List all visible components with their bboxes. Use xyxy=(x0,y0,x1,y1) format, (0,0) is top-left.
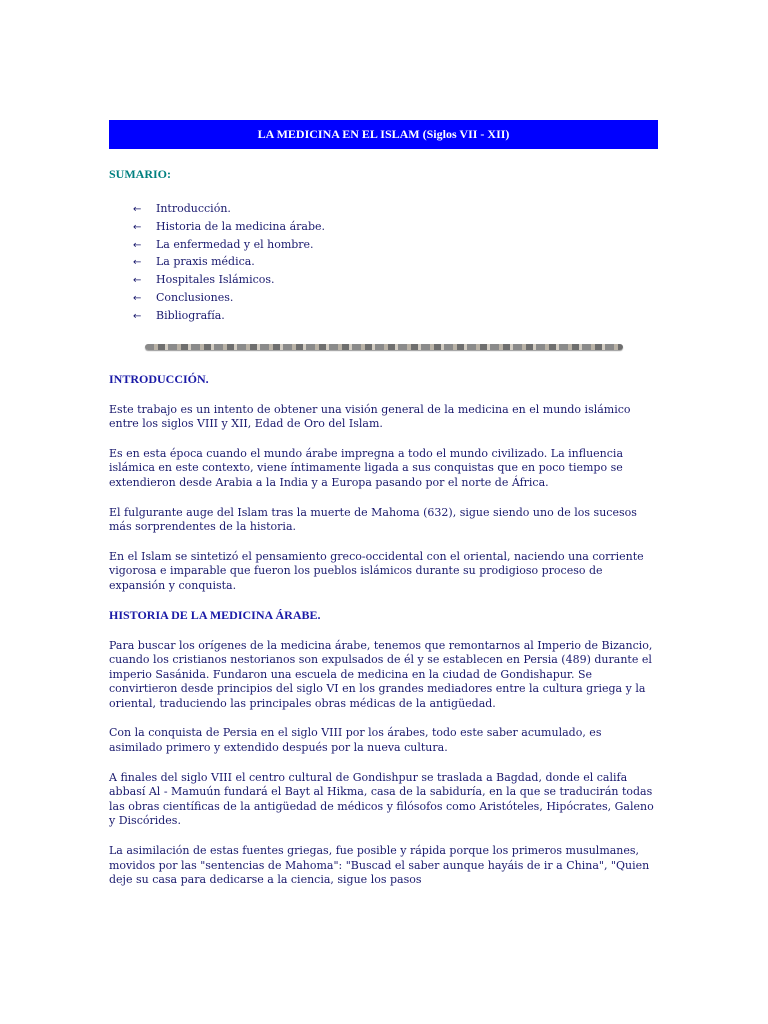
intro-paragraph: Este trabajo es un intento de obtener una visión general de la medicina en el mundo islámico entre los siglos VIII y XII, Edad de Oro del Islam. xyxy=(109,402,631,431)
toc-item-historia[interactable] xyxy=(133,218,658,236)
left-arrow-icon: ← xyxy=(133,257,142,269)
left-arrow-icon: ← xyxy=(133,310,142,322)
toc-item-praxis[interactable] xyxy=(133,253,658,271)
left-arrow-icon: ← xyxy=(133,292,142,304)
stone-divider xyxy=(145,341,623,353)
intro-paragraph: El fulgurante auge del Islam tras la muerte de Mahoma (632), sigue siendo uno de los sucesos más sorprendentes de la historia. xyxy=(109,505,637,534)
history-paragraph: Con la conquista de Persia en el siglo VIII por los árabes, todo este saber acumulado, es asimilado primero y extendido después por la nueva cultura. xyxy=(109,726,602,755)
left-arrow-icon: ← xyxy=(133,221,142,233)
history-paragraph: Para buscar los orígenes de la medicina árabe, tenemos que remontarnos al Imperio de Bizancio, cuando los cristianos nestorianos son expulsados de él y se establecen en Persia (489) durante el imperio Sasánida. Fundaron una escuela de medicina en la ciudad de Gondishapur. Se convirtieron desde principios del siglo VI en los grandes mediadores entre la cultura griega y la oriental, traduciendo las principales obras médicas de la antigüedad. xyxy=(109,638,653,710)
history-heading: HISTORIA DE LA MEDICINA ÁRABE. xyxy=(109,607,321,622)
toc-item-label[interactable]: La praxis médica. xyxy=(156,255,255,269)
toc-item-label[interactable]: Bibliografía. xyxy=(156,308,225,322)
intro-paragraph: Es en esta época cuando el mundo árabe impregna a todo el mundo civilizado. La influencia islámica en este contexto, viene íntimamente ligada a sus conquistas que en poco tiempo se extendieron desde Arabia a la India y a Europa pasando por el norte de África. xyxy=(109,446,623,489)
toc-item-label[interactable]: Introducción. xyxy=(156,202,231,215)
left-arrow-icon: ← xyxy=(133,239,142,251)
history-paragraph: A finales del siglo VIII el centro cultural de Gondishpur se traslada a Bagdad, donde el califa abbasí Al - Mamuún fundará el Bayt al Hikma, casa de la sabiduría, en la que se traducirán todas las obras científicas de la antigüedad de médicos y filósofos como Aristóteles, Hipócrates, Galeno y Discórides. xyxy=(109,770,654,828)
toc-item-label[interactable]: Conclusiones. xyxy=(156,290,234,304)
toc-item-hospitales[interactable] xyxy=(133,271,658,289)
intro-paragraph: En el Islam se sintetizó el pensamiento greco-occidental con el oriental, naciendo una corriente vigorosa e imparable que fueron los pueblos islámicos durante su prodigioso proceso de expansión y conquista. xyxy=(109,549,644,592)
left-arrow-icon: ← xyxy=(133,275,142,287)
document-title: LA MEDICINA EN EL ISLAM (Siglos VII - XII) xyxy=(109,120,658,149)
sumario-label: SUMARIO: xyxy=(109,167,171,181)
toc-item-introduccion[interactable] xyxy=(133,200,658,218)
intro-heading: INTRODUCCIÓN. xyxy=(109,371,209,386)
history-paragraph: La asimilación de estas fuentes griegas, fue posible y rápida porque los primeros musulmanes, movidos por las "sentencias de Mahoma": "Buscad el saber aunque hayáis de ir a China", "Quien deje su casa para dedicarse a la ciencia, sigue los pasos xyxy=(109,844,650,887)
toc-item-bibliografia[interactable] xyxy=(133,307,658,325)
stone-divider-image xyxy=(145,344,623,350)
toc-item-enfermedad[interactable] xyxy=(133,236,658,254)
document-page xyxy=(109,120,658,888)
left-arrow-icon: ← xyxy=(133,204,142,215)
toc-item-label[interactable]: Hospitales Islámicos. xyxy=(156,273,275,287)
toc-item-conclusiones[interactable] xyxy=(133,289,658,307)
table-of-contents xyxy=(109,200,658,325)
toc-item-label[interactable]: Historia de la medicina árabe. xyxy=(156,219,325,233)
toc-item-label[interactable]: La enfermedad y el hombre. xyxy=(156,237,314,251)
